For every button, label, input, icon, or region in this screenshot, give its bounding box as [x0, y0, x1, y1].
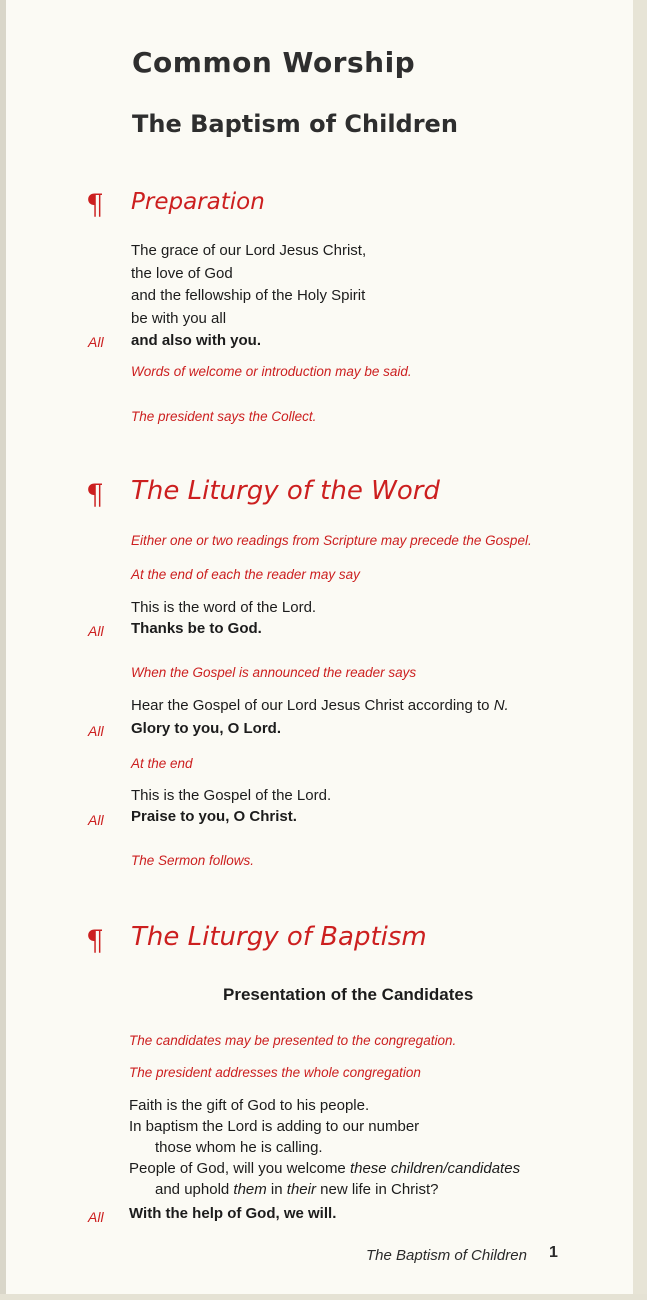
rubric: The president addresses the whole congregation	[129, 1065, 421, 1080]
preparation-line: and the fellowship of the Holy Spirit	[131, 287, 366, 304]
congregation-response: Praise to you, O Christ.	[131, 808, 297, 825]
candidates-placeholder: these children/candidates	[349, 1160, 521, 1177]
preparation-line: The grace of our Lord Jesus Christ,	[131, 242, 367, 259]
presentation-line: In baptism the Lord is adding to our number	[129, 1118, 420, 1135]
congregation-response: and also with you.	[131, 332, 262, 349]
reader-line: This is the word of the Lord.	[131, 599, 317, 616]
rubric: Either one or two readings from Scripture may precede the Gospel.	[131, 533, 532, 548]
evangelist-placeholder: N.	[493, 697, 509, 714]
page-spine	[0, 0, 6, 1300]
congregation-response: Glory to you, O Lord.	[131, 720, 281, 737]
rubric: At the end	[131, 756, 193, 771]
reader-line	[131, 695, 509, 718]
page-number: 1	[549, 1244, 558, 1261]
rubric: The president says the Collect.	[131, 409, 317, 424]
reader-line-text: Hear the Gospel of our Lord Jesus Christ according to	[131, 697, 494, 714]
document-subtitle: The Baptism of Children	[132, 110, 458, 138]
all-label: All	[88, 334, 104, 350]
all-label: All	[88, 812, 104, 828]
rubric: The candidates may be presented to the congregation.	[129, 1033, 457, 1048]
preparation-line: the love of God	[131, 264, 233, 282]
liturgy-baptism-heading: The Liturgy of Baptism	[131, 922, 427, 952]
presentation-text	[129, 1095, 520, 1200]
presentation-line-text: People of God, will you welcome	[129, 1160, 350, 1177]
congregation-response: With the help of God, we will.	[129, 1205, 337, 1222]
reader-line: This is the Gospel of the Lord.	[131, 787, 332, 804]
all-label: All	[88, 623, 104, 639]
rubric: Words of welcome or introduction may be said.	[131, 364, 412, 379]
running-footer: The Baptism of Children	[366, 1247, 527, 1264]
presentation-line-text: new life in Christ?	[315, 1181, 439, 1198]
presentation-line-text: and uphold	[155, 1181, 234, 1198]
pronoun-placeholder: their	[286, 1181, 316, 1198]
document-title: Common Worship	[132, 46, 416, 79]
preparation-heading: Preparation	[131, 189, 265, 215]
pronoun-placeholder: them	[233, 1181, 267, 1198]
all-label: All	[88, 1209, 104, 1225]
presentation-line-text: in	[266, 1181, 287, 1198]
rubric: The Sermon follows.	[131, 853, 255, 868]
pilcrow-icon: ¶	[86, 924, 104, 957]
preparation-line: be with you all	[131, 309, 227, 327]
page-bottom-edge	[0, 1294, 647, 1300]
presentation-line: those whom he is calling.	[155, 1139, 323, 1156]
presentation-line: Faith is the gift of God to his people.	[129, 1097, 370, 1114]
congregation-response: Thanks be to God.	[131, 620, 262, 637]
pilcrow-icon: ¶	[86, 478, 104, 511]
liturgy-word-heading: The Liturgy of the Word	[131, 476, 440, 506]
presentation-line	[129, 1158, 520, 1179]
preparation-text	[131, 240, 366, 330]
rubric: At the end of each the reader may say	[131, 567, 360, 582]
pilcrow-icon: ¶	[86, 188, 104, 221]
rubric: When the Gospel is announced the reader says	[131, 665, 417, 680]
presentation-line	[129, 1179, 520, 1200]
all-label: All	[88, 723, 104, 739]
presentation-subheading: Presentation of the Candidates	[223, 985, 474, 1004]
page-edge	[633, 0, 647, 1300]
